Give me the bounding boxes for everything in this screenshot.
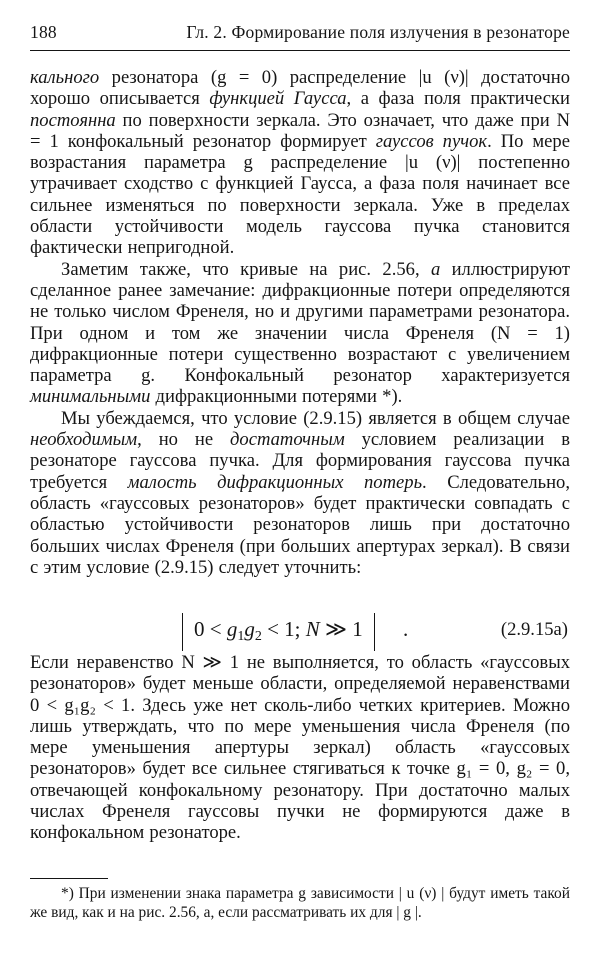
p1-run: резонатора (g = 0) распределение |u (ν)| достаточно хорошо описывается <box>30 67 570 110</box>
p2-run: Заметим также, что кривые на рис. 2.56, <box>61 258 431 280</box>
p1-run: кального <box>30 67 100 88</box>
body-text <box>30 67 570 578</box>
p3-run: условием реализации в резонаторе гауссова пучка. Для формирования гауссова пучка требуется <box>30 429 570 493</box>
p2-run: а <box>430 258 441 280</box>
p3-run: Мы убеждаемся, что условие (2.9.15) является в общем случае <box>61 407 570 429</box>
p1-run: функцией Гаусса <box>209 88 347 110</box>
p3-run: , но не <box>137 429 230 451</box>
paragraph-1 <box>30 67 570 259</box>
p4-run: Если неравенство N ≫ 1 не выполняется, то область «гауссовых резонаторов» будет меньше области, определяемой неравенствами 0 < g₁g₂ < 1. Здесь уже нет сколь-либо четких критериев. Можно лишь утверждать, что по мере уменьшения числа Френеля (по мере уменьшения апертуры зеркал) область «гауссовых резонаторов» будет все сильнее стягиваться к точке g₁ = 0, g₂ = 0, отвечающей конфокальному резонатору. При достаточно малых числах Френеля гауссовы пучки не формируются даже в конфокальном резонаторе. <box>30 652 570 844</box>
footnote <box>30 885 570 922</box>
p3-run: . Следовательно, область «гауссовых резонаторов» будет практически совпадать с областью устойчивости резонаторов лишь при достаточно больших числах Френеля (при больших апертурах зеркал). В связи с этим условие (2.9.15) следует уточнить: <box>30 471 570 578</box>
p2-run: минимальными <box>30 386 151 408</box>
p1-run: постоянна <box>30 109 116 131</box>
p3-run: малость дифракционных потерь <box>127 471 423 493</box>
footnote-text: *) При изменении знака параметра g зависимости | u (ν) | будут иметь такой же вид, как и на рис. 2.56, а, если рассматривать их для | g |. <box>30 885 570 921</box>
p1-run: гауссов пучок <box>375 130 488 152</box>
page-number: 188 <box>30 22 57 42</box>
header-rule <box>30 50 570 51</box>
body-text-after-equation <box>30 652 570 844</box>
p3-run: достаточным <box>230 429 345 451</box>
equation-2-9-15a <box>30 611 570 651</box>
p2-run: иллюстрируют сделанное ранее замечание: дифракционные потери определяются не только числом Френеля, но и другими параметрами резонатора. При одном и том же значении числа Френеля (N = 1) дифракционные потери существенно возрастают с увеличением параметра g. Конфокальный резонатор характеризуется <box>30 258 570 387</box>
p1-run: по поверхности зеркала. Это означает, что даже при N = 1 конфокальный резонатор формирует <box>30 109 570 152</box>
p1-run: , а фаза поля практически <box>346 88 570 110</box>
equation-terminator: . <box>403 617 409 641</box>
equation-box: $0 < g_1g_2 < 1$; N ≫ 1 <box>182 613 375 651</box>
p1-run: . По мере возрастания параметра g распределение |u (ν)| постепенно утрачивает сходство с функцией Гаусса, а фаза поля начинает все сильнее изменяться по поверхности зеркала. Уже в пределах области устойчивости модель гауссова пучка становится фактически непригодной. <box>30 130 570 259</box>
p3-run: необходимым <box>30 429 138 451</box>
paragraph-2 <box>30 259 570 408</box>
running-title: Гл. 2. Формирование поля излучения в резонаторе <box>186 22 570 42</box>
paragraph-3 <box>30 408 570 578</box>
paragraph-4 <box>30 652 570 844</box>
equation-number: (2.9.15а) <box>500 619 568 640</box>
footnote-rule <box>30 878 108 879</box>
p2-run: дифракционными потерями *). <box>150 386 403 408</box>
